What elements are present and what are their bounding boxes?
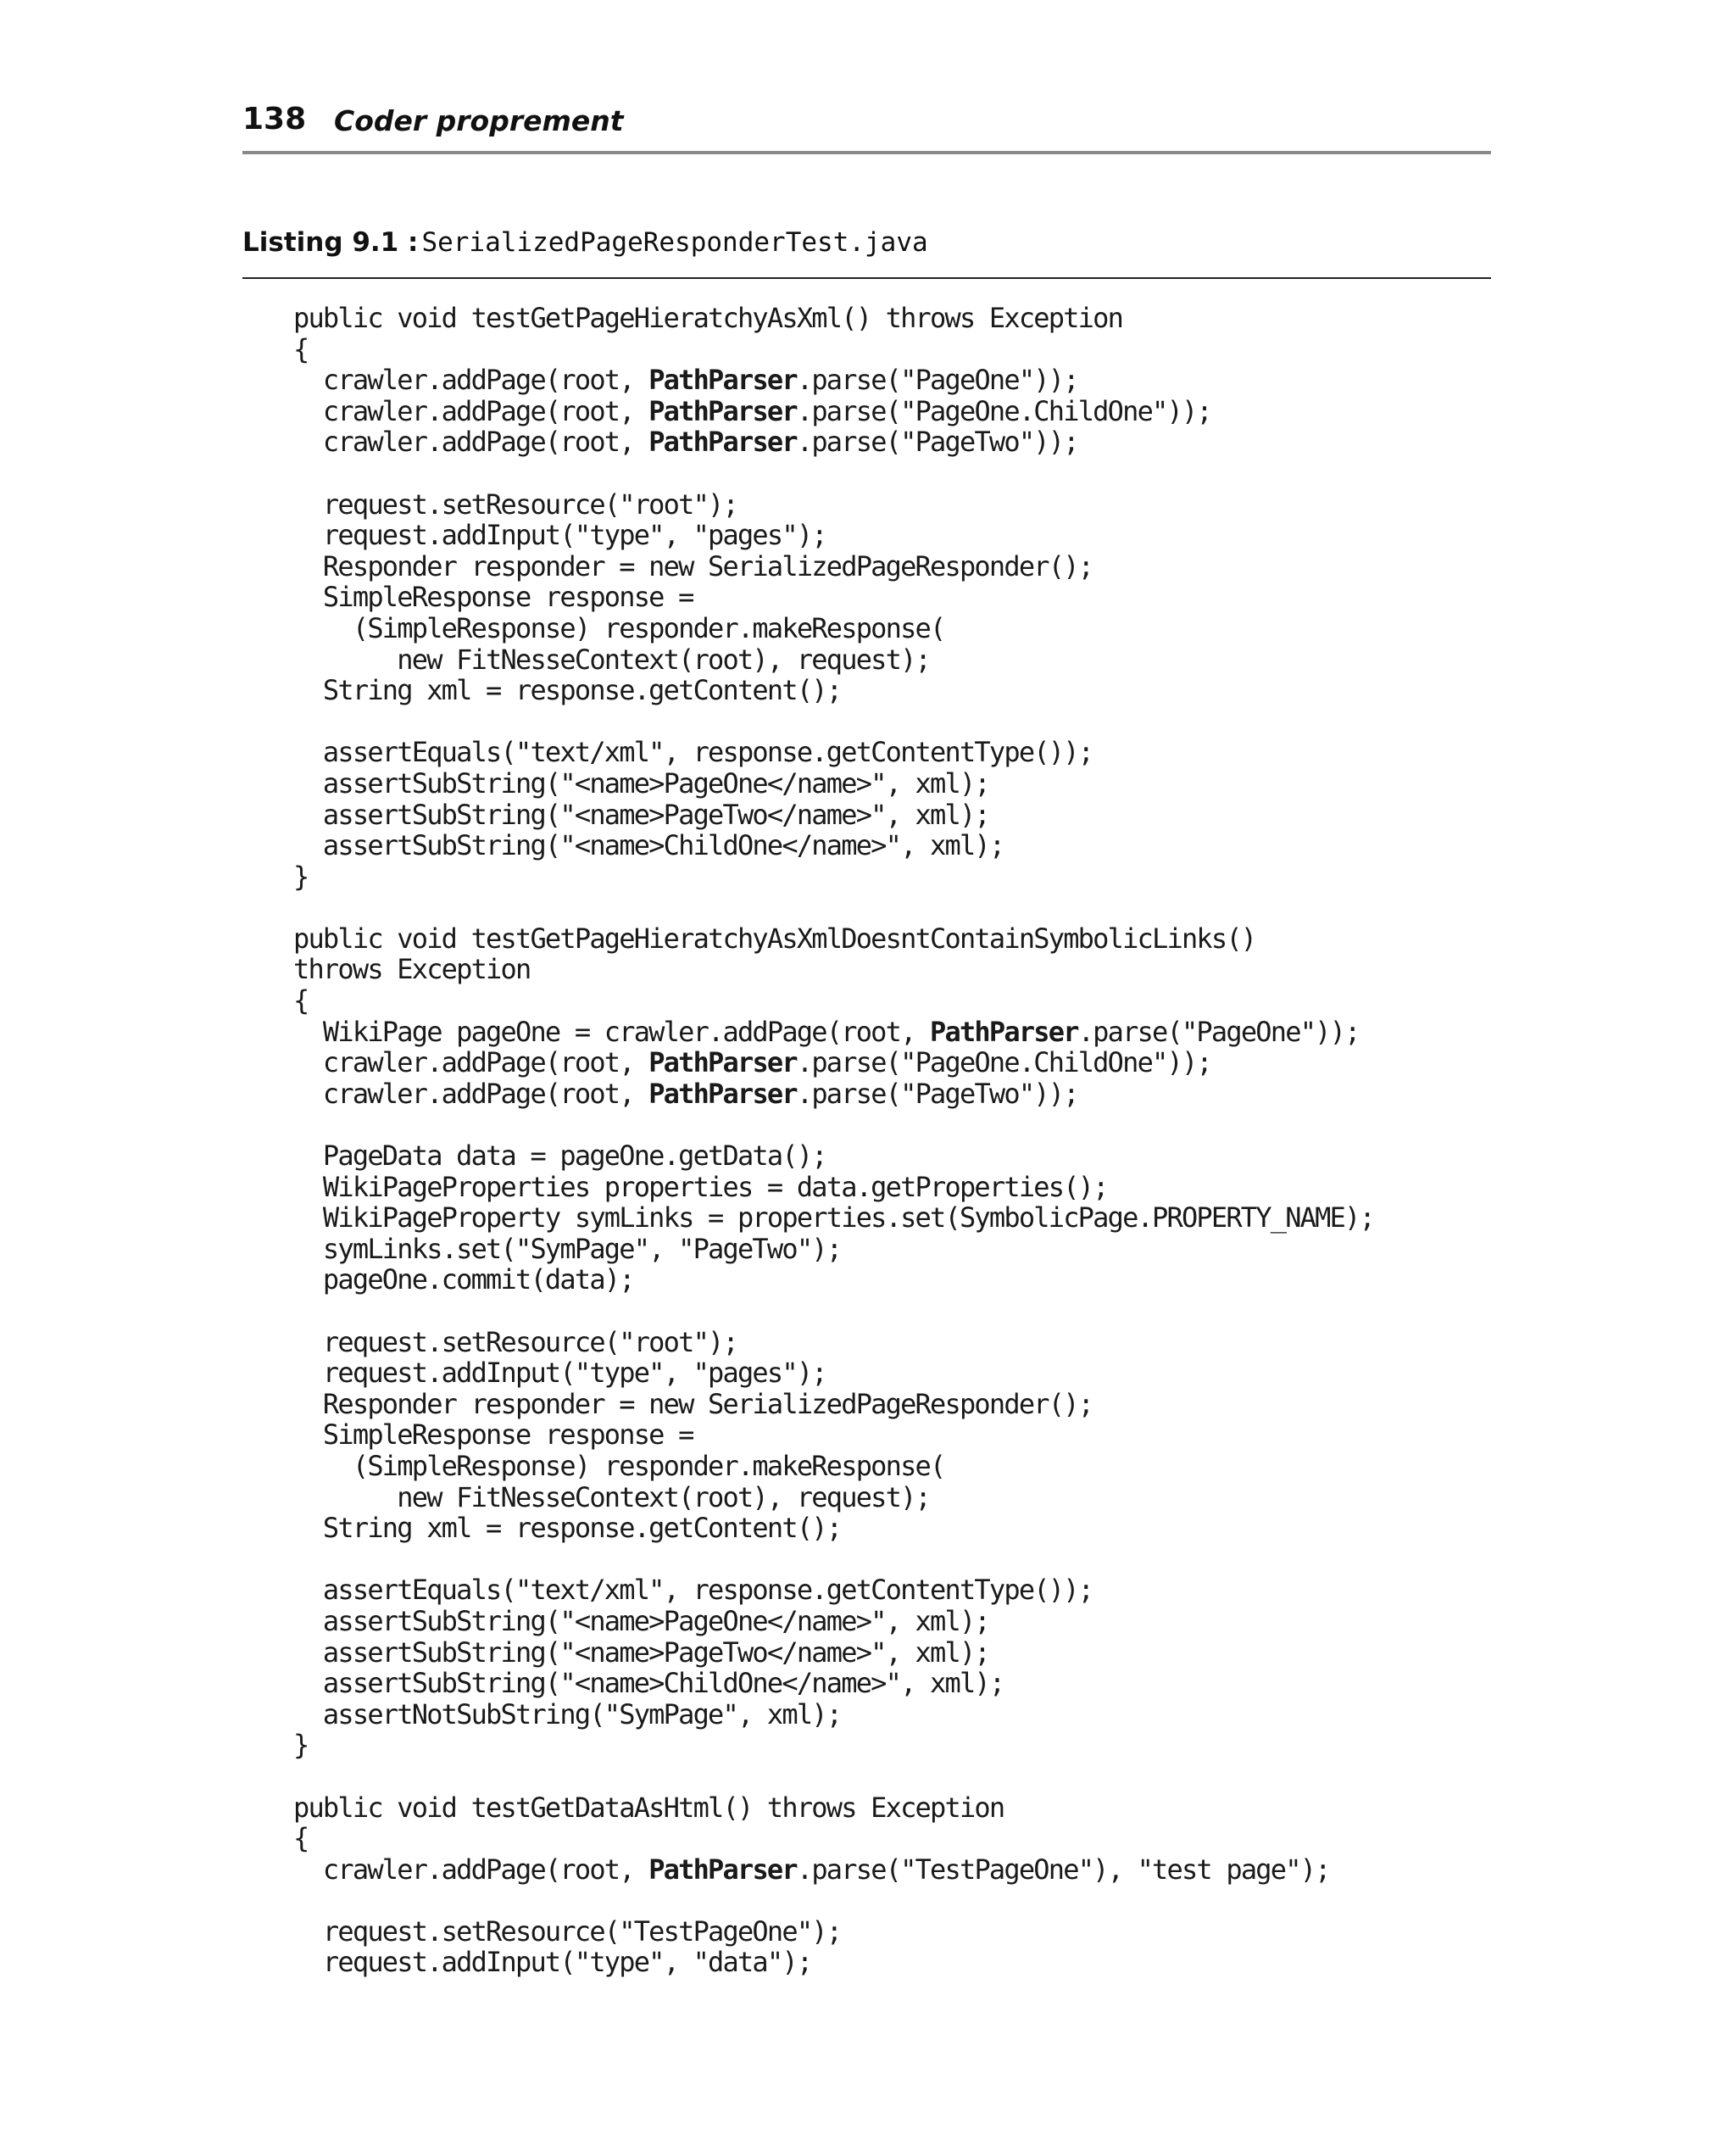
code-text: new FitNesseContext(root), request); <box>293 1480 931 1513</box>
code-line <box>293 830 1374 861</box>
code-text: assertSubString("<name>PageTwo</name>", xml); <box>293 798 989 831</box>
code-line <box>293 365 1374 396</box>
code-text: request.setResource("TestPageOne"); <box>293 1914 842 1948</box>
listing-divider <box>242 277 1491 279</box>
code-line <box>293 1017 1374 1048</box>
code-text: PageData data = pageOne.getData(); <box>293 1140 826 1173</box>
code-keyword-bold: PathParser <box>648 364 797 397</box>
code-line <box>293 582 1374 613</box>
code-line <box>293 985 1374 1017</box>
code-text: assertNotSubString("SymPage", xml); <box>293 1697 842 1730</box>
listing-label: Listing 9.1 : <box>242 227 419 258</box>
code-line <box>293 1668 1374 1699</box>
header-divider <box>242 151 1491 154</box>
code-text: assertEquals("text/xml", response.getContentType()); <box>293 1574 1093 1607</box>
code-line <box>293 1916 1374 1948</box>
code-text: request.setResource("root"); <box>293 488 737 521</box>
code-text: Responder responder = new SerializedPageResponder(); <box>293 549 1093 582</box>
chapter-title: Coder proprement <box>334 104 624 137</box>
code-line <box>293 458 1374 489</box>
code-line <box>293 644 1374 676</box>
code-line <box>293 1357 1374 1389</box>
code-text: { <box>293 1822 309 1855</box>
code-text: assertSubString("<name>PageTwo</name>", xml); <box>293 1636 989 1669</box>
code-text: symLinks.set("SymPage", "PageTwo"); <box>293 1232 842 1265</box>
code-line <box>293 1234 1374 1265</box>
code-text: assertSubString("<name>ChildOne</name>", xml); <box>293 1667 1004 1700</box>
code-keyword-bold: PathParser <box>648 1077 797 1110</box>
code-text: assertSubString("<name>ChildOne</name>", xml); <box>293 829 1004 862</box>
code-text: WikiPageProperties properties = data.getProperties(); <box>293 1170 1108 1203</box>
code-text: request.addInput("type", "pages"); <box>293 1357 826 1390</box>
code-line <box>293 892 1374 923</box>
code-keyword-bold: PathParser <box>648 426 797 459</box>
code-line <box>293 334 1374 365</box>
code-line <box>293 800 1374 831</box>
code-keyword-bold: PathParser <box>648 1853 797 1886</box>
code-line <box>293 706 1374 738</box>
code-text: .parse("PageTwo")); <box>796 426 1078 459</box>
code-text: .parse("PageOne")); <box>796 364 1078 397</box>
code-line <box>293 1854 1374 1886</box>
code-text: public void testGetPageHieratchyAsXmlDoesntContainSymbolicLinks() <box>293 922 1256 955</box>
page-number: 138 <box>242 102 307 137</box>
code-line <box>293 426 1374 458</box>
listing-caption <box>242 227 928 266</box>
code-text: crawler.addPage(root, <box>293 364 649 397</box>
code-line <box>293 768 1374 800</box>
code-text: .parse("PageTwo")); <box>796 1077 1078 1110</box>
code-text: new FitNesseContext(root), request); <box>293 643 931 676</box>
code-text: crawler.addPage(root, <box>293 1046 649 1079</box>
code-text: { <box>293 332 309 365</box>
code-text: { <box>293 984 309 1017</box>
code-line <box>293 613 1374 644</box>
code-line <box>293 737 1374 768</box>
code-line <box>293 1637 1374 1669</box>
code-listing <box>293 303 1374 1978</box>
code-text: crawler.addPage(root, <box>293 1853 649 1886</box>
code-text: public void testGetPageHieratchyAsXml() throws Exception <box>293 302 1123 334</box>
code-line <box>293 1606 1374 1637</box>
code-line <box>293 1544 1374 1575</box>
code-line <box>293 675 1374 706</box>
code-text: .parse("PageOne.ChildOne")); <box>796 1046 1211 1079</box>
code-text: .parse("PageOne")); <box>1077 1015 1360 1048</box>
code-text: assertSubString("<name>PageOne</name>", xml); <box>293 766 989 800</box>
code-line <box>293 303 1374 334</box>
code-text: throws Exception <box>293 953 531 986</box>
code-text: crawler.addPage(root, <box>293 394 649 427</box>
code-line <box>293 1264 1374 1296</box>
code-line <box>293 1947 1374 1978</box>
code-line <box>293 1574 1374 1606</box>
code-text: request.setResource("root"); <box>293 1325 737 1358</box>
code-text: request.addInput("type", "pages"); <box>293 519 826 552</box>
code-line <box>293 520 1374 551</box>
code-text: WikiPageProperty symLinks = properties.set(SymbolicPage.PROPERTY_NAME); <box>293 1201 1374 1234</box>
code-text: SimpleResponse response = <box>293 1418 693 1452</box>
code-line <box>293 1172 1374 1203</box>
code-text: } <box>293 860 309 893</box>
code-text: assertSubString("<name>PageOne</name>", xml); <box>293 1604 989 1637</box>
code-line <box>293 1078 1374 1110</box>
code-text: } <box>293 1729 309 1762</box>
code-line <box>293 923 1374 955</box>
code-text: public void testGetDataAsHtml() throws Exception <box>293 1791 1004 1824</box>
code-line <box>293 1730 1374 1761</box>
code-text: (SimpleResponse) responder.makeResponse( <box>293 1449 945 1482</box>
code-line <box>293 1047 1374 1078</box>
code-line <box>293 1389 1374 1420</box>
code-text: String xml = response.getContent(); <box>293 674 842 707</box>
code-line <box>293 1296 1374 1327</box>
code-line <box>293 1327 1374 1358</box>
code-line <box>293 1699 1374 1730</box>
code-line <box>293 396 1374 427</box>
code-text: WikiPage pageOne = crawler.addPage(root, <box>293 1015 931 1048</box>
code-line <box>293 1482 1374 1513</box>
code-line <box>293 1761 1374 1792</box>
code-text: String xml = response.getContent(); <box>293 1512 842 1545</box>
listing-filename: SerializedPageResponderTest.java <box>421 227 928 258</box>
code-text: crawler.addPage(root, <box>293 426 649 459</box>
code-line <box>293 1513 1374 1544</box>
code-line <box>293 1419 1374 1451</box>
code-line <box>293 954 1374 985</box>
code-line <box>293 551 1374 582</box>
code-line <box>293 1823 1374 1854</box>
code-text: crawler.addPage(root, <box>293 1077 649 1110</box>
code-keyword-bold: PathParser <box>648 394 797 427</box>
code-text: pageOne.commit(data); <box>293 1263 634 1296</box>
code-text: request.addInput("type", "data"); <box>293 1946 812 1979</box>
code-text: .parse("PageOne.ChildOne")); <box>796 394 1211 427</box>
page-header <box>242 100 1491 151</box>
code-line <box>293 1451 1374 1482</box>
code-line <box>293 489 1374 521</box>
code-text: SimpleResponse response = <box>293 581 693 614</box>
code-line <box>293 1202 1374 1234</box>
code-line <box>293 1109 1374 1140</box>
code-text: .parse("TestPageOne"), "test page"); <box>796 1853 1330 1886</box>
code-text: Responder responder = new SerializedPageResponder(); <box>293 1387 1093 1420</box>
code-text: (SimpleResponse) responder.makeResponse( <box>293 611 945 644</box>
code-keyword-bold: PathParser <box>930 1015 1078 1048</box>
code-keyword-bold: PathParser <box>648 1046 797 1079</box>
code-line <box>293 861 1374 893</box>
code-line <box>293 1885 1374 1916</box>
code-text: assertEquals("text/xml", response.getContentType()); <box>293 736 1093 769</box>
code-line <box>293 1792 1374 1824</box>
code-line <box>293 1140 1374 1172</box>
